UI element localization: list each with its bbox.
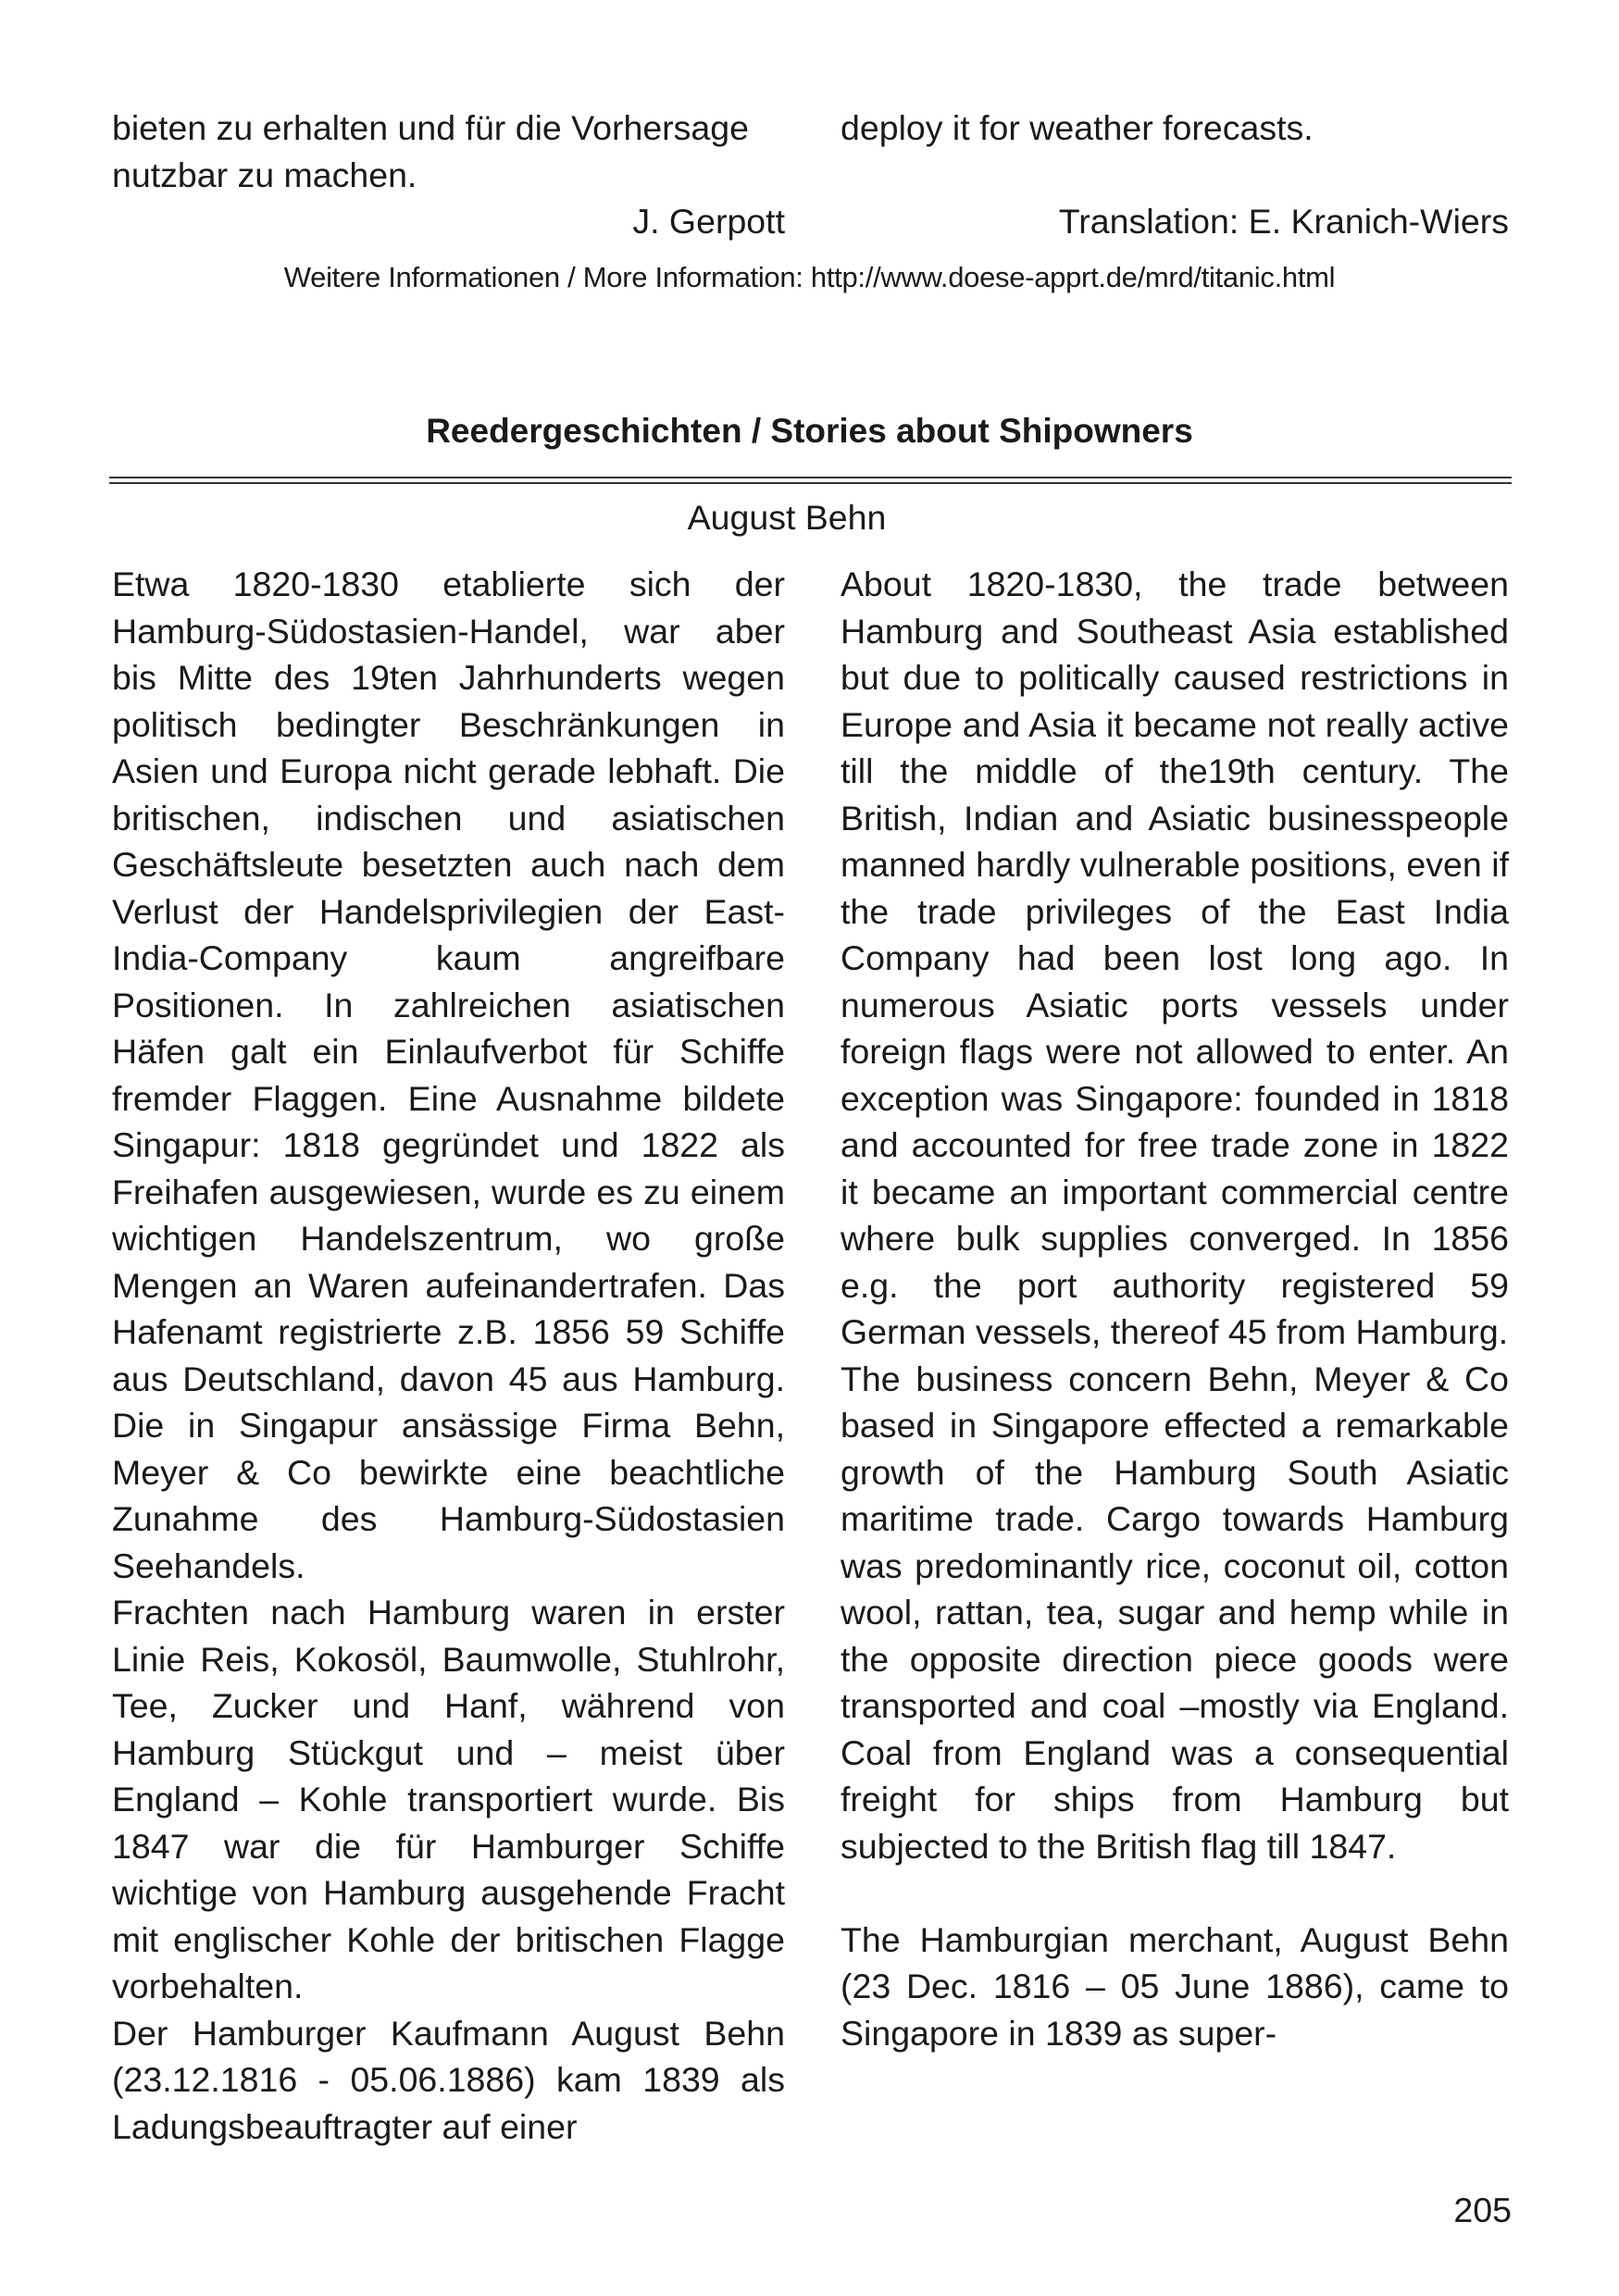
paragraph-de-ending: bieten zu erhalten und für die Vorhersage nutzbar zu machen. bbox=[112, 108, 749, 194]
article-title: August Behn bbox=[687, 498, 887, 537]
english-column bbox=[841, 561, 1509, 2056]
paragraph-en-3: The Hamburgian merchant, August Behn (23 Dec. 1816 – 05 June 1886), came to Singapore in 1839 as super- bbox=[841, 1919, 1509, 2053]
more-information-line: Weitere Informationen / More Information: http://www.doese-apprt.de/mrd/titanic.html bbox=[283, 261, 1336, 293]
section-rule-bottom bbox=[109, 482, 1512, 484]
german-column bbox=[112, 561, 785, 2150]
section-title: Reedergeschichten / Stories about Shipowners bbox=[426, 412, 1193, 450]
paragraph-de-2: Frachten nach Hamburg waren in erster Linie Reis, Kokosöl, Baumwolle, Stuhlrohr, Tee, Zucker und Hanf, während von Hamburg Stückgut und – meist über England – Kohle transportiert wurde. Bis 1847 war die für Hamburger Schiffe wichtige von Hamburg ausgehende Fracht mit englischer Kohle der britischen Flagge vorbehalten. bbox=[112, 1593, 785, 2005]
paragraph-de-3: Der Hamburger Kaufmann August Behn (23.12.1816 - 05.06.1886) kam 1839 als Ladungsbeauftragter auf einer bbox=[112, 2013, 785, 2146]
paragraph-spacer bbox=[841, 1869, 1509, 1917]
previous-article-ending-de bbox=[112, 105, 785, 198]
paragraph-en-1: About 1820-1830, the trade between Hamburg and Southeast Asia established but due to politically caused restrictions in Europe and Asia it became not really active till the middle of the19th century. The British, Indian and Asiatic businesspeople manned hardly vulnerable positions, even if the trade privileges of the East India Company had been lost long ago. In numerous Asiatic ports vessels under foreign flags were not allowed to enter. An exception was Singapore: founded in 1818 and accounted for free trade zone in 1822 it became an important commercial centre where bulk supplies converged. In 1856 e.g. the port authority registered 59 German vessels, thereof 45 from Hamburg. bbox=[841, 565, 1509, 1351]
paragraph-en-2: The business concern Behn, Meyer & Co based in Singapore effected a remarkable growth of the Hamburg South Asiatic maritime trade. Cargo towards Hamburg was predominantly rice, coconut oil, cotton wool, rattan, tea, sugar and hemp while in the opposite direction piece goods were transported and coal –mostly via England. Coal from England was a consequential freight for ships from Hamburg but subjected to the British flag till 1847. bbox=[841, 1359, 1509, 1866]
page-number: 205 bbox=[1453, 2191, 1512, 2229]
signature-de: J. Gerpott bbox=[632, 202, 785, 241]
section-rule-top bbox=[109, 477, 1512, 478]
paragraph-de-1: Etwa 1820-1830 etablierte sich der Hamburg-Südostasien-Handel, war aber bis Mitte des 19ten Jahrhunderts wegen politisch bedingter Beschränkungen in Asien und Europa nicht gerade lebhaft. Die britischen, indischen und asiatischen Geschäftsleute besetzten auch nach dem Verlust der Handelsprivilegien der East-India-Company kaum angreifbare Positionen. In zahlreichen asiatischen Häfen galt ein Einlaufverbot für Schiffe fremder Flaggen. Eine Ausnahme bildete Singapur: 1818 gegründet und 1822 als Freihafen ausgewiesen, wurde es zu einem wichtigen Handelszentrum, wo große Mengen an Waren aufeinandertrafen. Das Hafenamt registrierte z.B. 1856 59 Schiffe aus Deutschland, davon 45 aus Hamburg. Die in Singapur ansässige Firma Behn, Meyer & Co bewirkte eine beachtliche Zunahme des Hamburg-Südostasien Seehandels. bbox=[112, 565, 785, 1585]
previous-article-ending-en: deploy it for weather forecasts. bbox=[841, 108, 1314, 147]
signature-en: Translation: E. Kranich-Wiers bbox=[1058, 202, 1509, 241]
